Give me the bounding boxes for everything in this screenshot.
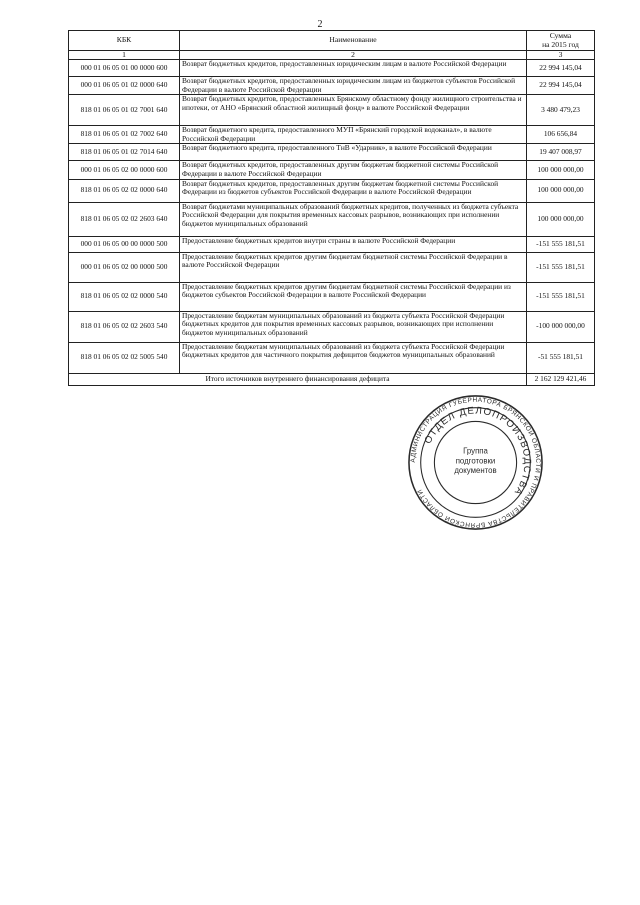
row-kbk-code: 818 01 06 05 02 02 2603 540: [69, 311, 180, 342]
column-number: 2: [180, 51, 527, 60]
row-amount: -100 000 000,00: [527, 311, 595, 342]
header-amount-line2: на 2015 год: [542, 39, 579, 49]
row-description: Возврат бюджетных кредитов, предоставленных юридическим лицам из бюджетов субъектов Российской Федерации в валюте Российской Федерации: [180, 77, 527, 95]
row-kbk-code: 000 01 06 05 01 00 0000 600: [69, 60, 180, 77]
stamp-center-line2: подготовки: [455, 456, 496, 466]
row-amount: -151 555 181,51: [527, 236, 595, 252]
table-row: [69, 77, 595, 95]
table-row: [69, 236, 595, 252]
row-description: Предоставление бюджетных кредитов другим бюджетам бюджетной системы Российской Федерации из бюджетов субъектов Российской Федерации в валюте Российской Федерации: [180, 282, 527, 311]
row-amount: 3 480 479,23: [527, 95, 595, 126]
table-row: [69, 144, 595, 161]
table-row: [69, 179, 595, 202]
row-description: Предоставление бюджетам муниципальных образований из бюджета субъекта Российской Федерации бюджетных кредитов для частичного покрытия дефицитов бюджетов муниципальных образований: [180, 342, 527, 373]
row-description: Возврат бюджетных кредитов, предоставленных другим бюджетам бюджетной системы Российской Федерации из бюджетов субъектов Российской Федерации в валюте Российской Федерации: [180, 179, 527, 202]
stamp-center-line1: Группа: [463, 446, 488, 456]
table-row: [69, 202, 595, 236]
table-row: [69, 60, 595, 77]
row-amount: -151 555 181,51: [527, 252, 595, 282]
header-name: Наименование: [180, 31, 527, 51]
page-number: 2: [317, 19, 323, 30]
stamp-outer-text: АДМИНИСТРАЦИЯ ГУБЕРНАТОРА БРЯНСКОЙ ОБЛАСТИ И ПРАВИТЕЛЬСТВА БРЯНСКОЙ ОБЛАСТИ: [409, 396, 542, 529]
header-amount: [527, 31, 595, 51]
row-kbk-code: 818 01 06 05 02 02 0000 540: [69, 282, 180, 311]
row-description: Предоставление бюджетных кредитов другим бюджетам бюджетной системы Российской Федерации в валюте Российской Федерации: [180, 252, 527, 282]
row-description: Возврат бюджетами муниципальных образований бюджетных кредитов, полученных из бюджета субъекта Российской Федерации для покрытия временных кассовых разрывов, возникающих при исполнении бюджетов муниципальных образований: [180, 202, 527, 236]
row-kbk-code: 000 01 06 05 01 02 0000 640: [69, 77, 180, 95]
table-header-row: [69, 31, 595, 51]
row-kbk-code: 818 01 06 05 01 02 7002 640: [69, 126, 180, 144]
office-stamp: [407, 394, 544, 531]
table-row: [69, 95, 595, 126]
column-number-row: [69, 51, 595, 60]
row-kbk-code: 000 01 06 05 00 00 0000 500: [69, 236, 180, 252]
row-kbk-code: 818 01 06 05 02 02 2603 640: [69, 202, 180, 236]
row-amount: 100 000 000,00: [527, 179, 595, 202]
stamp-center-line3: документов: [454, 466, 497, 476]
row-kbk-code: 000 01 06 05 02 00 0000 500: [69, 252, 180, 282]
total-row: [69, 373, 595, 385]
row-description: Возврат бюджетных кредитов, предоставленных другим бюджетам бюджетной системы Российской Федерации в валюте Российской Федерации: [180, 161, 527, 179]
total-label: Итого источников внутреннего финансирования дефицита: [69, 373, 527, 385]
row-kbk-code: 000 01 06 05 02 00 0000 600: [69, 161, 180, 179]
row-amount: 22 994 145,04: [527, 77, 595, 95]
row-amount: 100 000 000,00: [527, 202, 595, 236]
column-number: 3: [527, 51, 595, 60]
table-row: [69, 311, 595, 342]
table-row: [69, 161, 595, 179]
header-kbk: КБК: [69, 31, 180, 51]
row-description: Предоставление бюджетам муниципальных образований из бюджета субъекта Российской Федерации бюджетных кредитов для покрытия временных кассовых разрывов, возникающих при исполнении бюджетов муниципальных образований: [180, 311, 527, 342]
row-description: Возврат бюджетных кредитов, предоставленных юридическим лицам в валюте Российской Федерации: [180, 60, 527, 77]
budget-sources-table: [68, 30, 595, 386]
row-amount: 22 994 145,04: [527, 60, 595, 77]
row-amount: 19 407 008,97: [527, 144, 595, 161]
row-description: Возврат бюджетных кредитов, предоставленных Брянскому областному фонду жилищного строительства и ипотеки, от АНО «Брянский областной жилищный фонд» в валюте Российской Федерации: [180, 95, 527, 126]
table-body: [69, 60, 595, 374]
row-description: Возврат бюджетного кредита, предоставленного ТнВ «Ударник», в валюте Российской Федерации: [180, 144, 527, 161]
row-kbk-code: 818 01 06 05 02 02 5005 540: [69, 342, 180, 373]
row-amount: 106 656,84: [527, 126, 595, 144]
row-description: Предоставление бюджетных кредитов внутри страны в валюте Российской Федерации: [180, 236, 527, 252]
table-row: [69, 252, 595, 282]
row-description: Возврат бюджетного кредита, предоставленного МУП «Брянский городской водоканал», в валюте Российской Федерации: [180, 126, 527, 144]
stamp-middle-text: ОТДЕЛ ДЕЛОПРОИЗВОДСТВА: [422, 405, 533, 498]
column-number: 1: [69, 51, 180, 60]
total-amount: 2 162 129 421,46: [527, 373, 595, 385]
table-row: [69, 126, 595, 144]
row-kbk-code: 818 01 06 05 01 02 7014 640: [69, 144, 180, 161]
row-kbk-code: 818 01 06 05 02 02 0000 640: [69, 179, 180, 202]
row-amount: 100 000 000,00: [527, 161, 595, 179]
table-row: [69, 282, 595, 311]
row-amount: -151 555 181,51: [527, 282, 595, 311]
row-amount: -51 555 181,51: [527, 342, 595, 373]
row-kbk-code: 818 01 06 05 01 02 7001 640: [69, 95, 180, 126]
stamp-seal-icon: [407, 394, 544, 531]
header-amount-line1: Сумма: [549, 30, 572, 40]
table-row: [69, 342, 595, 373]
